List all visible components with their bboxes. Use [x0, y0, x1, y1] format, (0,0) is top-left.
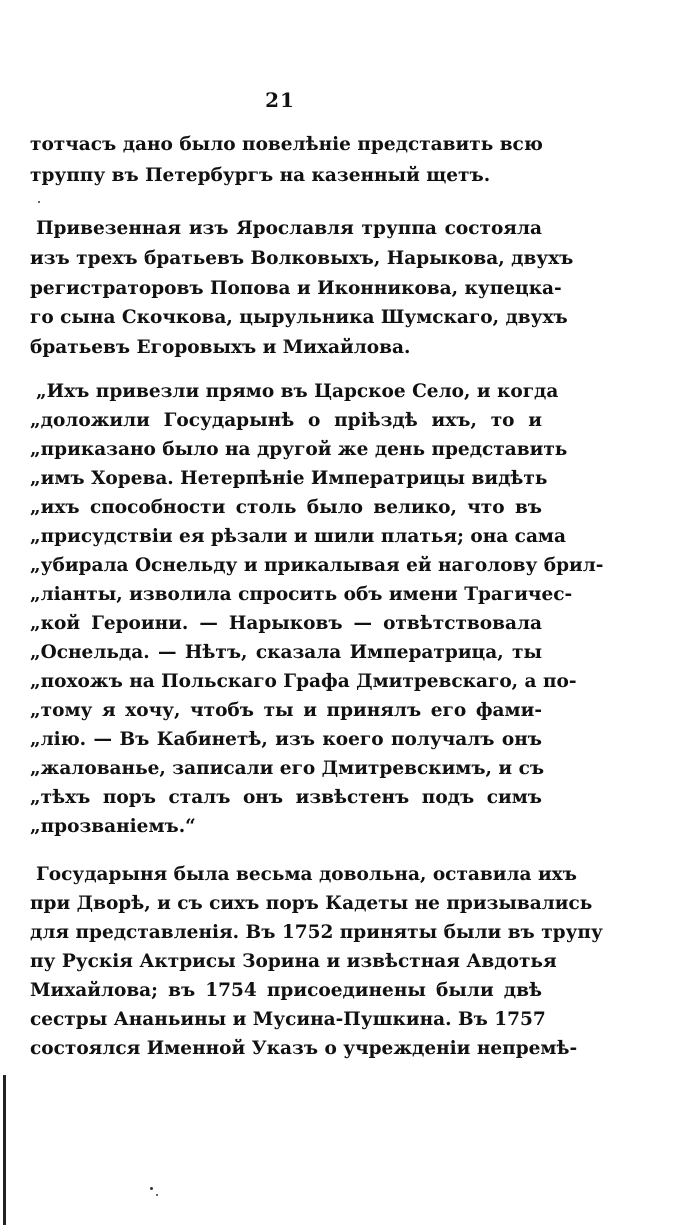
- scan-speck: [156, 1194, 158, 1196]
- scan-speck: [38, 201, 40, 203]
- text-line: регистраторовъ Попова и Иконникова, купецка-: [30, 278, 562, 299]
- text-line: „доложили Государынѣ о пріѣздѣ ихъ, то и: [30, 410, 542, 431]
- text-line: Привезенная изъ Ярославля труппа состояла: [36, 218, 542, 239]
- text-line: „тому я хочу, чтобъ ты и принялъ его фами-: [30, 700, 542, 721]
- text-line: изъ трехъ братьевъ Волковыхъ, Нарыкова, двухъ: [30, 248, 574, 269]
- text-line: Государыня была весьма довольна, оставила ихъ: [36, 864, 577, 885]
- text-line: „тѣхъ поръ сталъ онъ извѣстенъ подъ симъ: [30, 787, 542, 808]
- text-line: тотчасъ дано было повелѣніе представить всю: [30, 134, 543, 155]
- scan-edge-mark: [3, 1075, 6, 1225]
- text-line: го сына Скочкова, цырульника Шумскаго, двухъ: [30, 307, 568, 328]
- text-line: Михайлова; въ 1754 присоединены были двѣ: [30, 980, 542, 1001]
- text-line: „кой Героини. — Нарыковъ — отвѣтствовала: [30, 613, 542, 634]
- text-line: „ихъ способности столь было велико, что въ: [30, 497, 542, 518]
- text-line: „ліанты, изволила спросить объ имени Трагичес-: [30, 584, 573, 605]
- text-line: братьевъ Егоровыхъ и Михайлова.: [30, 337, 411, 358]
- text-line: труппу въ Петербургъ на казенный щетъ.: [30, 165, 491, 186]
- text-line: „лію. — Въ Кабинетѣ, изъ коего получалъ онъ: [30, 729, 542, 750]
- text-line: „приказано было на другой же день представить: [30, 439, 568, 460]
- text-line: для представленія. Въ 1752 приняты были въ трупу: [30, 922, 603, 943]
- text-line: сестры Ананьины и Мусина-Пушкина. Въ 1757: [30, 1009, 546, 1030]
- page-number: 21: [265, 88, 295, 112]
- text-line: пу Рускія Актрисы Зорина и извѣстная Авдотья: [30, 951, 557, 972]
- text-line: „похожъ на Польскаго Графа Дмитревскаго, а по-: [30, 671, 577, 692]
- text-line: „имъ Хорева. Нетерпѣніе Императрицы видѣть: [30, 468, 548, 489]
- text-line: „прозваніемъ.“: [30, 816, 196, 837]
- scan-speck: [150, 1187, 153, 1190]
- text-line: „Оснельда. — Нѣтъ, сказала Императрица, ты: [30, 642, 542, 663]
- text-line: „Ихъ привезли прямо въ Царское Село, и когда: [36, 381, 559, 402]
- text-line: „жалованье, записали его Дмитревскимъ, и съ: [30, 758, 545, 779]
- text-line: состоялся Именной Указъ о учрежденіи непремѣ-: [30, 1038, 578, 1059]
- text-line: „убирала Оснельду и прикалывая ей наголову брил-: [30, 555, 604, 576]
- text-line: при Дворѣ, и съ сихъ поръ Кадеты не призывались: [30, 893, 593, 914]
- text-line: „присудствіи ея рѣзали и шили платья; она сама: [30, 526, 566, 547]
